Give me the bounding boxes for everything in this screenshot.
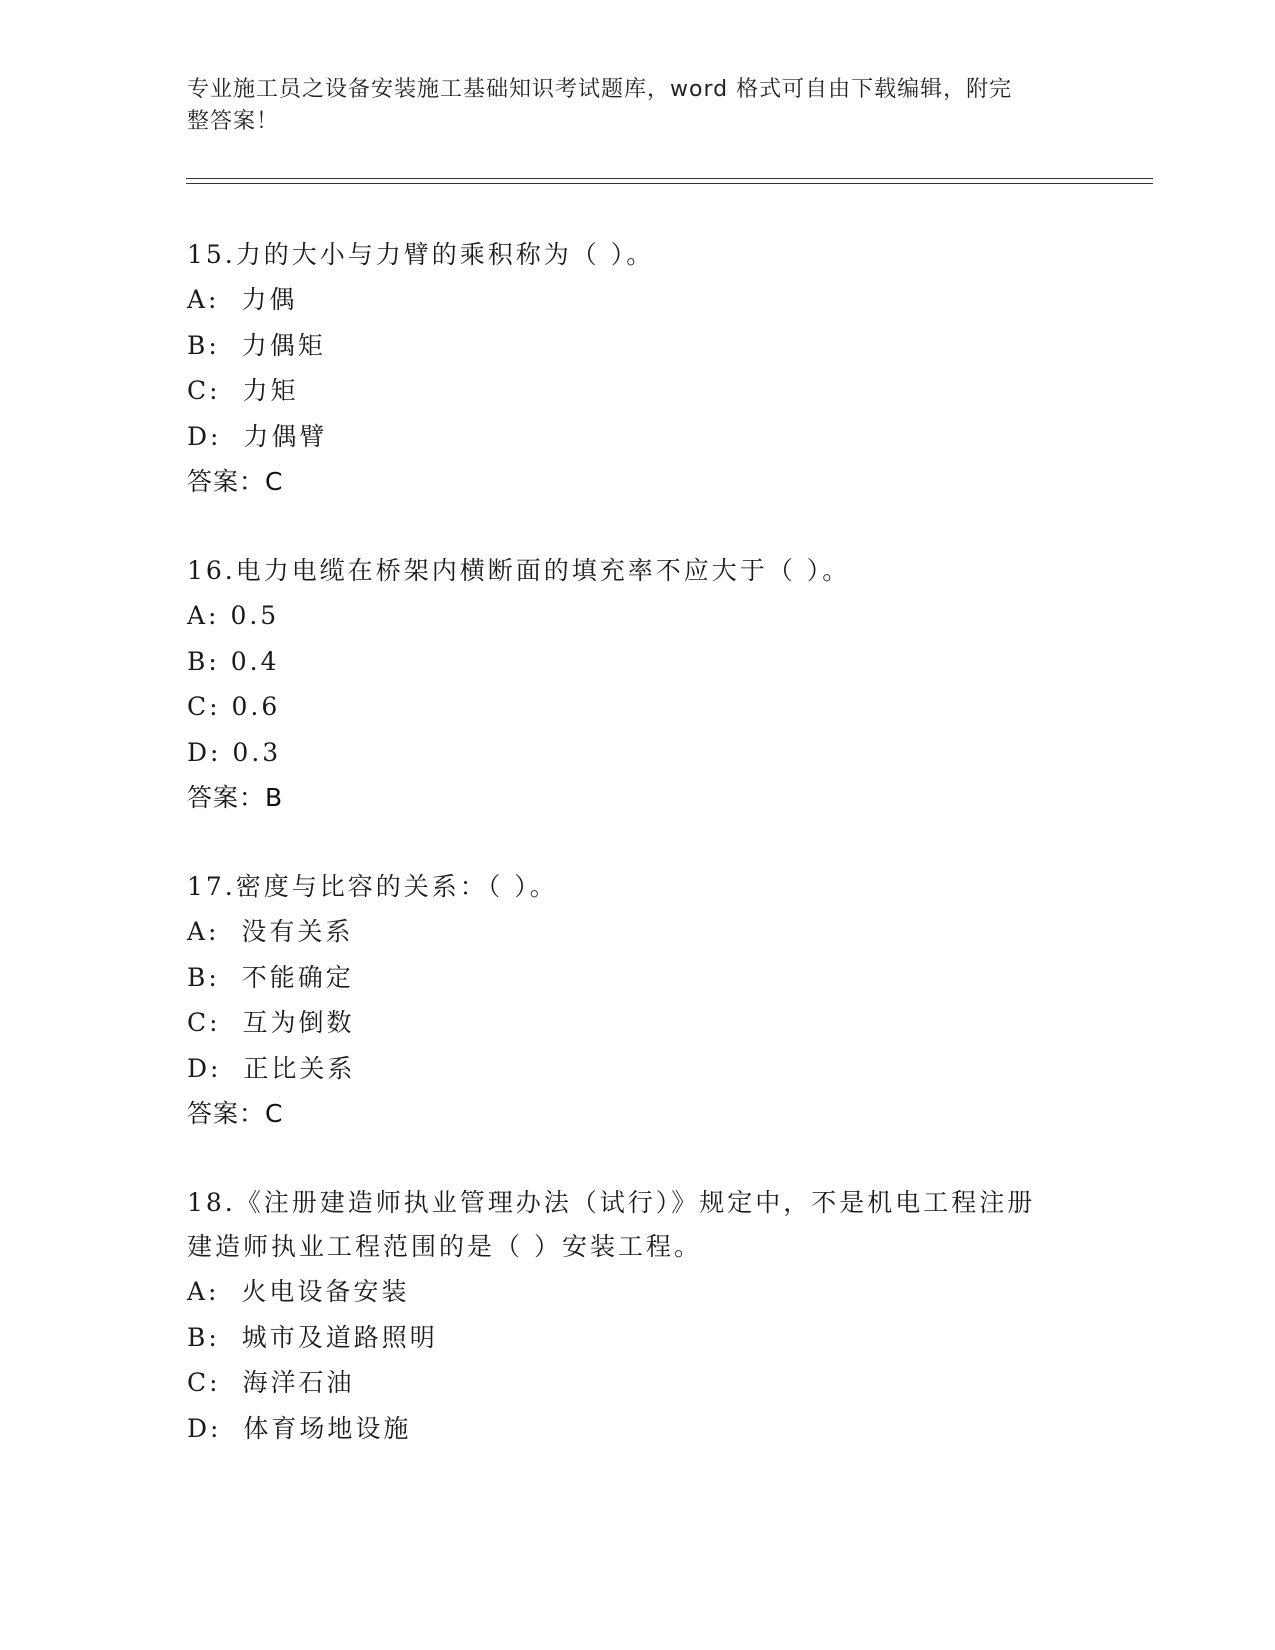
option-text: 力偶矩	[241, 330, 326, 360]
option-b	[187, 639, 1087, 685]
option-key: C:	[187, 692, 221, 721]
option-c	[187, 684, 1087, 730]
question-18-text-line-2: 建造师执业工程范围的是（ ）安装工程。	[187, 1232, 702, 1261]
option-b	[187, 323, 1087, 369]
answer: 答案：C	[187, 467, 284, 496]
option-key: D:	[187, 737, 222, 767]
option-key: A:	[187, 285, 220, 314]
option-key: B:	[187, 1322, 220, 1352]
option-b	[187, 955, 1087, 1001]
question-15	[187, 233, 1087, 504]
document-header	[187, 74, 1067, 138]
option-text: 0.3	[232, 737, 282, 767]
option-a	[187, 909, 1087, 955]
question-18-text-line-1	[187, 1181, 1087, 1225]
answer: 答案：B	[187, 783, 284, 812]
option-key: A:	[187, 601, 220, 630]
option-key: B:	[187, 646, 220, 676]
option-a	[187, 593, 1087, 639]
option-text: 0.6	[231, 692, 281, 721]
option-a	[187, 277, 1087, 323]
header-line-1: 专业施工员之设备安装施工基础知识考试题库，word 格式可自由下载编辑，附完	[187, 77, 1013, 102]
question-stem: 《注册建造师执业管理办法（试行）》规定中，不是机电工程注册	[235, 1188, 1036, 1217]
question-number: 18.	[187, 1188, 236, 1217]
option-key: A:	[187, 1277, 220, 1306]
question-18	[187, 1181, 1087, 1451]
option-text: 0.5	[230, 601, 280, 630]
option-c	[187, 1000, 1087, 1046]
header-rule-top	[186, 178, 1153, 179]
option-d	[187, 1046, 1087, 1092]
option-text: 没有关系	[241, 917, 354, 946]
option-text: 力偶	[241, 285, 298, 314]
option-key: B:	[187, 330, 220, 360]
question-number: 17.	[187, 872, 236, 901]
option-key: C:	[187, 1008, 221, 1037]
option-key: D:	[187, 1053, 222, 1083]
option-key: B:	[187, 962, 220, 992]
question-stem: 电力电缆在桥架内横断面的填充率不应大于（ ）。	[235, 556, 851, 585]
header-line-2: 整答案！	[187, 109, 280, 134]
option-d	[187, 730, 1087, 776]
question-17	[187, 865, 1087, 1136]
option-text: 0.4	[230, 646, 280, 676]
option-b	[187, 1315, 1087, 1361]
option-text: 火电设备安装	[241, 1277, 410, 1306]
option-text: 城市及道路照明	[241, 1322, 438, 1352]
question-16	[187, 549, 1087, 820]
option-text: 不能确定	[241, 962, 354, 992]
option-text: 体育场地设施	[243, 1413, 412, 1443]
option-text: 正比关系	[243, 1053, 356, 1083]
answer: 答案：C	[187, 1099, 284, 1128]
option-text: 海洋石油	[242, 1368, 355, 1397]
option-text: 力偶臂	[243, 421, 328, 451]
option-key: C:	[187, 376, 221, 405]
question-stem: 力的大小与力臂的乘积称为（ ）。	[235, 240, 655, 269]
option-text: 互为倒数	[242, 1008, 355, 1037]
option-text: 力矩	[242, 376, 299, 405]
header-rule-bottom	[186, 183, 1153, 184]
question-15-text	[187, 233, 1087, 277]
option-a	[187, 1269, 1087, 1315]
question-number: 15.	[187, 240, 236, 269]
option-d	[187, 414, 1087, 460]
option-key: D:	[187, 421, 222, 451]
option-key: D:	[187, 1413, 222, 1443]
option-key: C:	[187, 1368, 221, 1397]
option-key: A:	[187, 917, 220, 946]
question-17-text	[187, 865, 1087, 909]
question-16-text	[187, 549, 1087, 593]
option-c	[187, 1360, 1087, 1406]
question-stem: 密度与比容的关系：（ ）。	[235, 872, 558, 901]
option-d	[187, 1406, 1087, 1452]
question-number: 16.	[187, 556, 236, 585]
option-c	[187, 368, 1087, 414]
